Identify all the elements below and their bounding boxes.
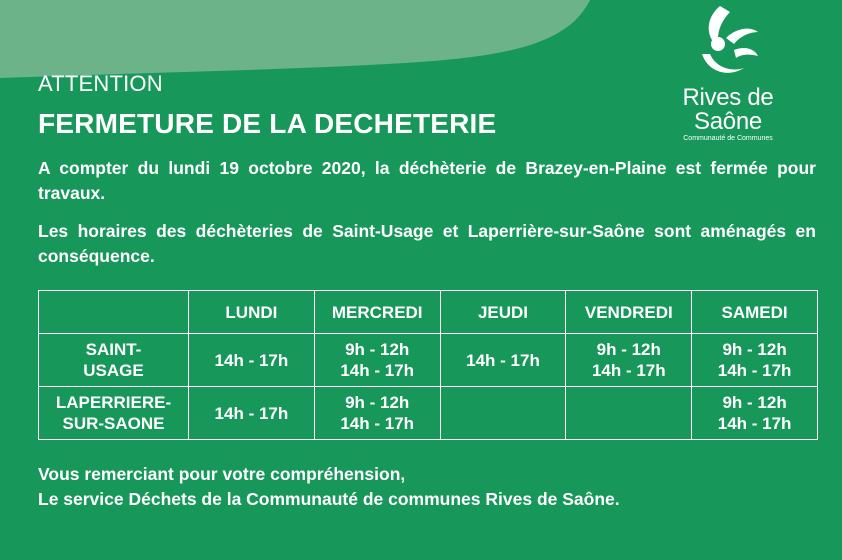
hours-slot: 14h - 17h [466, 350, 540, 370]
hours-cell-empty [566, 387, 692, 440]
hours-slot: 14h - 17h [717, 414, 792, 433]
site-name-line: SAINT- [85, 340, 142, 359]
hours-slot: 14h - 17h [340, 361, 415, 380]
site-name-line: USAGE [83, 361, 144, 380]
hours-cell [189, 387, 315, 440]
hours-slot: 9h - 12h [345, 393, 410, 412]
day-header-mercredi: MERCREDI [314, 291, 440, 334]
day-header-lundi: LUNDI [189, 291, 315, 334]
day-header-samedi: SAMEDI [692, 291, 818, 334]
logo-name: Rives de Saône [682, 84, 774, 135]
day-header-vendredi: VENDREDI [566, 291, 692, 334]
closing-line-thanks: Vous remerciant pour votre compréhension, [38, 464, 406, 484]
hours-slot: 14h - 17h [717, 361, 792, 380]
hours-cell [314, 334, 440, 387]
site-name-line: SUR-SAONE [62, 414, 165, 433]
page-title: FERMETURE DE LA DECHETERIE [38, 108, 497, 139]
rives-de-saone-logo [648, 2, 808, 142]
hours-slot: 9h - 12h [345, 340, 410, 359]
hours-cell [314, 387, 440, 440]
hours-cell [692, 334, 818, 387]
table-header-row [39, 291, 818, 334]
day-header-jeudi: JEUDI [440, 291, 566, 334]
hours-cell [692, 387, 818, 440]
hours-cell [566, 334, 692, 387]
opening-hours-table [38, 290, 818, 440]
logo-figure-icon [688, 2, 768, 82]
hours-slot: 14h - 17h [214, 350, 289, 370]
table-row-saint-usage [39, 334, 818, 387]
schedule-notice: Les horaires des déchèteries de Saint-Usage et Laperrière-sur-Saône sont aménagés en conséquence. [38, 221, 816, 266]
site-saint-usage [39, 334, 189, 387]
hours-slot: 14h - 17h [340, 414, 415, 433]
hours-slot: 9h - 12h [596, 340, 661, 359]
closing-message [38, 462, 620, 512]
hours-cell [189, 334, 315, 387]
hours-slot: 9h - 12h [722, 393, 787, 412]
hours-slot: 9h - 12h [722, 340, 787, 359]
site-laperriere-sur-saone [39, 387, 189, 440]
attention-heading: ATTENTION [38, 71, 163, 96]
hours-cell-empty [440, 387, 566, 440]
hours-slot: 14h - 17h [214, 403, 289, 423]
hours-cell [440, 334, 566, 387]
site-name-line: LAPERRIERE- [55, 393, 172, 412]
table-corner-cell [39, 291, 189, 334]
logo-subtitle: Communauté de Communes [683, 135, 773, 142]
closing-line-signature: Le service Déchets de la Communauté de communes Rives de Saône. [38, 489, 620, 509]
closure-notice: A compter du lundi 19 octobre 2020, la déchèterie de Brazey-en-Plaine est fermée pour travaux. [38, 158, 816, 203]
hours-slot: 14h - 17h [591, 361, 666, 380]
table-row-laperriere [39, 387, 818, 440]
